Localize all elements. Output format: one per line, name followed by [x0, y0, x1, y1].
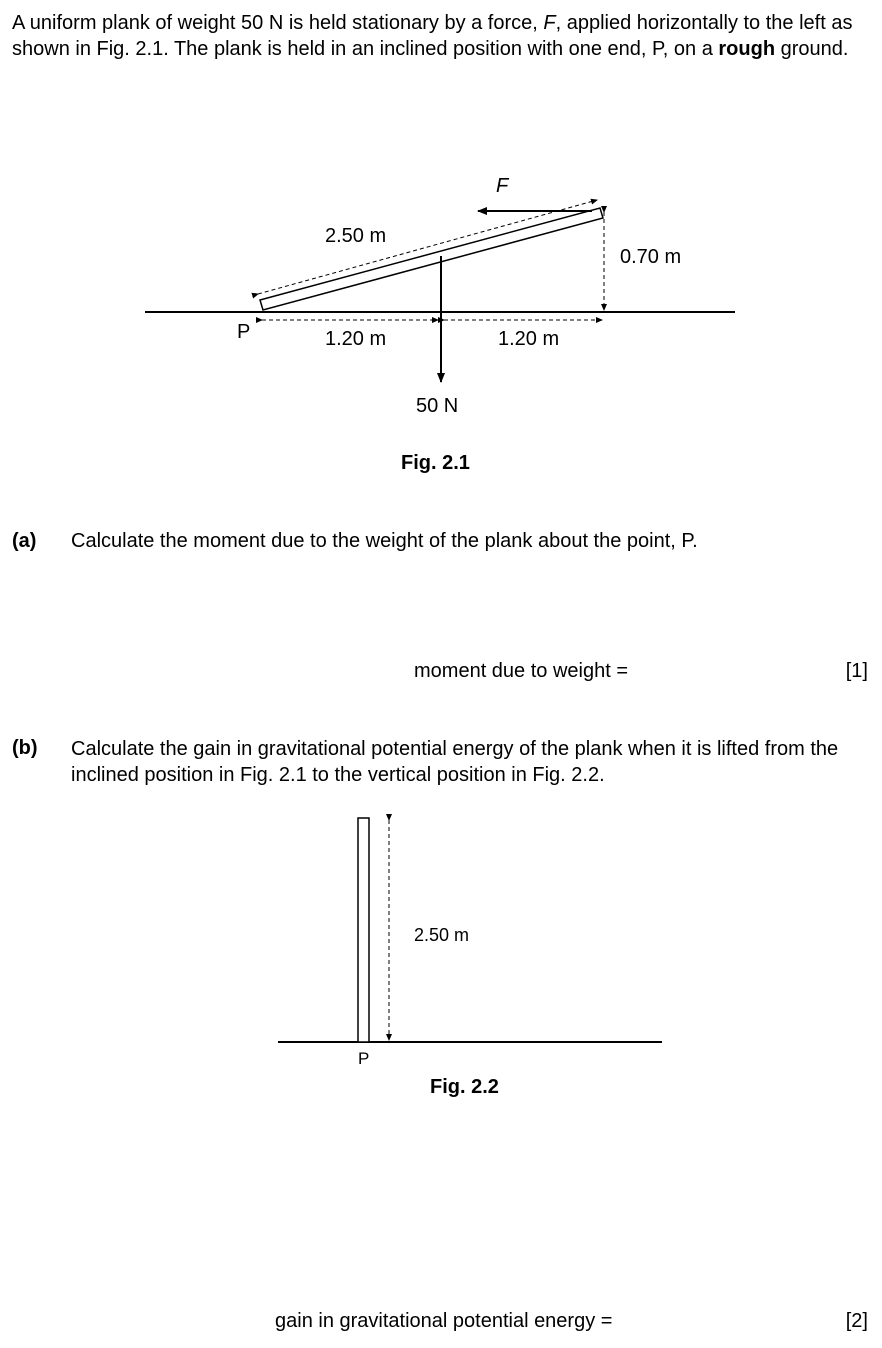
intro-text-3: ground. [775, 38, 849, 60]
part-a-question: Calculate the moment due to the weight of the plank about the point, P. [71, 530, 698, 552]
vertical-plank [358, 818, 369, 1042]
part-a-label: (a) [12, 530, 37, 552]
plank-length-dimension [258, 200, 597, 294]
right-half-label: 1.20 m [498, 328, 560, 350]
part-b-question: Calculate the gain in gravitational potential energy of the plank when it is lifted from the inclined position in Fig. 2.1 to the vertical position in Fig. 2.2. [71, 738, 839, 786]
intro-emphasis: rough [718, 38, 776, 60]
force-label: F [496, 175, 509, 197]
figure-2-1 [0, 0, 882, 480]
intro-text-2: , applied horizontally to the left as shown in Fig. 2.1. The plank is held in an inclined position with one end, P, on a [12, 12, 853, 60]
height-label: 0.70 m [620, 246, 682, 268]
vertical-length-label: 2.50 m [414, 925, 470, 945]
point-p-label: P [237, 321, 251, 343]
part-b-label: (b) [12, 737, 38, 759]
force-symbol: F [543, 12, 556, 34]
left-half-label: 1.20 m [325, 328, 387, 350]
fig-2-1-caption: Fig. 2.1 [401, 452, 470, 474]
part-b-answer-prompt: gain in gravitational potential energy = [275, 1310, 613, 1332]
part-a-answer-prompt: moment due to weight = [414, 660, 629, 682]
intro-text-1: A uniform plank of weight 50 N is held stationary by a force, [12, 12, 544, 34]
fig-2-2-caption: Fig. 2.2 [430, 1076, 499, 1098]
plank-length-label: 2.50 m [325, 225, 387, 247]
weight-label: 50 N [416, 395, 459, 417]
plank [260, 208, 603, 310]
point-p-label-2: P [358, 1049, 370, 1068]
part-b-marks: [2] [845, 1310, 868, 1332]
part-a-marks: [1] [845, 660, 868, 682]
